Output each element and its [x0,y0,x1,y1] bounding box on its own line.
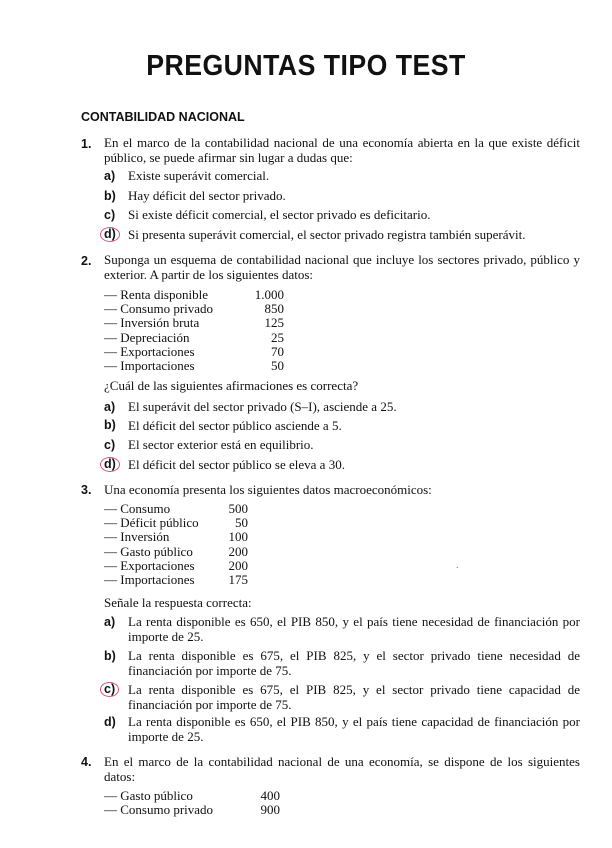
q4-data-list [104,789,280,817]
question-1-text: En el marco de la contabilidad nacional de una economía abierta en la que existe déficit público, se puede afirmar sin lugar a dudas que: [104,135,580,165]
data-value: 900 [260,802,280,818]
q2-option-c-text: El sector exterior está en equilibrio. [128,437,314,452]
data-label: — Inversión bruta [104,315,200,331]
q2-prompt: ¿Cuál de las siguientes afirmaciones es correcta? [104,378,359,393]
q2-option-d-letter [104,457,120,472]
question-3-text: Una economía presenta los siguientes datos macroeconómicos: [104,482,432,497]
data-value: 1.000 [254,287,284,302]
question-2-number: 2. [81,254,92,268]
data-row [104,803,280,817]
question-4-number: 4. [81,755,92,769]
answer-mark: d) [100,457,120,472]
q3-option-b-text: La renta disponible es 675, el PIB 825, y el sector privado tiene necesidad de financiación por importe de 75. [128,648,580,678]
data-value: 175 [228,572,248,588]
question-2-text: Suponga un esquema de contabilidad nacional que incluye los sectores privado, público y exterior. A partir de los siguientes datos: [104,252,580,282]
q3-option-c-text: La renta disponible es 675, el PIB 825, y el sector privado tiene capacidad de financiación por importe de 75. [128,682,580,712]
q1-option-c-letter: c) [104,208,116,222]
data-row [104,502,248,516]
data-value: 500 [228,501,248,516]
data-value: 25 [271,329,284,345]
data-value: 50 [271,358,284,374]
answer-mark: d) [100,227,120,242]
data-row [104,516,248,530]
data-row [104,316,284,330]
data-label: — Consumo privado [104,301,214,317]
answer-mark: c) [100,682,119,697]
data-row [104,288,284,302]
stray-mark: . [456,560,459,571]
q1-option-a-text: Existe superávit comercial. [128,168,270,183]
q2-data-list [104,288,284,373]
data-value: 70 [271,343,284,359]
question-3-number: 3. [81,483,92,497]
q1-option-c-text: Si existe déficit comercial, el sector privado es deficitario. [128,207,431,222]
q3-option-a-letter: a) [104,615,116,629]
data-label: — Gasto público [104,543,193,559]
data-row [104,331,284,345]
q3-option-c-letter [104,682,119,697]
data-label: — Consumo privado [104,802,214,818]
data-label: — Importaciones [104,358,195,374]
data-label: — Déficit público [104,515,199,531]
data-label: — Inversión [104,529,170,545]
data-value: 200 [228,543,248,559]
q2-option-a-text: El superávit del sector privado (S–I), asciende a 25. [128,399,397,414]
data-row [104,359,284,373]
q3-option-d-letter: d) [104,715,116,729]
data-label: — Renta disponible [104,287,208,302]
data-row [104,545,248,559]
question-1-number: 1. [81,137,92,151]
q2-option-d-text: El déficit del sector público se eleva a 30. [128,457,345,472]
q2-option-b-letter: b) [104,418,116,432]
q1-option-a-letter: a) [104,169,116,183]
page-title: PREGUNTAS TIPO TEST [146,50,466,82]
data-label: — Depreciación [104,329,190,345]
data-value: 50 [235,515,248,531]
data-row [104,559,248,573]
q2-option-c-letter: c) [104,438,116,452]
q3-data-list [104,502,248,587]
data-label: — Exportaciones [104,557,195,573]
data-label: — Consumo [104,501,171,516]
data-value: 100 [228,529,248,545]
data-row [104,345,284,359]
q3-option-b-letter: b) [104,649,116,663]
q1-option-b-text: Hay déficit del sector privado. [128,188,286,203]
data-row [104,530,248,544]
q2-option-b-text: El déficit del sector público asciende a 5. [128,418,342,433]
q1-option-d-letter [104,227,120,242]
data-value: 850 [264,301,284,317]
data-label: — Gasto público [104,788,193,803]
q3-option-a-text: La renta disponible es 650, el PIB 850, y el país tiene necesidad de financiación por importe de 25. [128,614,580,644]
q2-option-a-letter: a) [104,400,116,414]
q3-option-d-text: La renta disponible es 650, el PIB 850, y el país tiene capacidad de financiación por importe de 25. [128,714,580,744]
section-heading: CONTABILIDAD NACIONAL [81,110,245,124]
data-label: — Importaciones [104,572,195,588]
data-value: 400 [260,788,280,803]
data-row [104,789,280,803]
data-row [104,302,284,316]
q1-option-b-letter: b) [104,189,116,203]
q1-option-d-text: Si presenta superávit comercial, el sector privado registra también superávit. [128,227,526,242]
q3-prompt: Señale la respuesta correcta: [104,595,252,610]
data-value: 200 [228,557,248,573]
question-4-text: En el marco de la contabilidad nacional de una economía, se dispone de los siguientes datos: [104,754,580,784]
data-label: — Exportaciones [104,343,195,359]
data-row [104,573,248,587]
data-value: 125 [264,315,284,331]
